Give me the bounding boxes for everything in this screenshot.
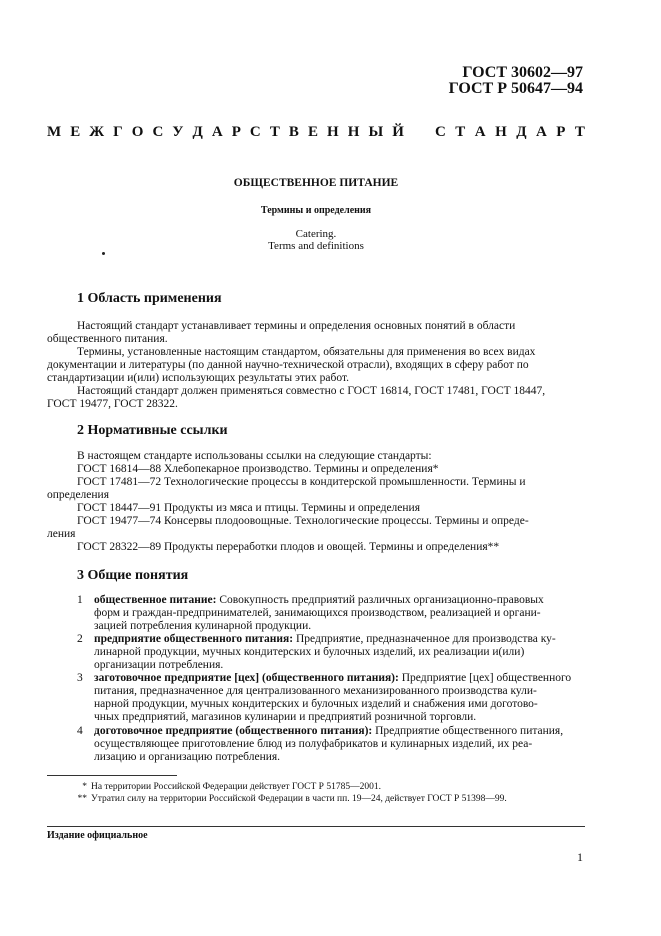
term-number: 1 (77, 594, 83, 606)
banner-letter: С (249, 124, 261, 140)
banner-letter: Т (574, 124, 585, 140)
term-definition: зацией потребления кулинарной продукции. (94, 620, 312, 632)
edition-separator (47, 826, 585, 827)
reference-item: ГОСТ 18447—91 Продукты из мяса и птицы. Термины и определения (77, 502, 420, 514)
banner-letter: У (172, 124, 184, 140)
reference-item-cont: ления (47, 528, 76, 540)
term-definition: линарной продукции, мучных кондитерских и булочных изделий, их реализации и(или) (94, 646, 525, 658)
term-definition: Предприятие [цех] общественного (398, 672, 572, 684)
banner-letter: В (288, 124, 299, 140)
section-heading-general-concepts: 3 Общие понятия (77, 568, 189, 583)
english-title-line-1: Catering. (295, 228, 337, 240)
references-list (47, 450, 585, 554)
term-definition: Предприятие общественного питания, (372, 725, 564, 737)
banner-letter: Ж (89, 124, 105, 140)
banner-letter: Н (347, 124, 360, 140)
reference-item-cont: определения (47, 489, 110, 501)
page-number: 1 (577, 850, 583, 864)
term-definition: питания, предназначенное для централизованного механизированного производства кули- (94, 685, 537, 697)
footnote-1 (47, 782, 585, 793)
term-entry-1 (47, 594, 585, 633)
text-line: ГОСТ 19477, ГОСТ 28322. (47, 398, 178, 410)
banner-letter: Т (269, 124, 280, 140)
banner-letter: Д (516, 124, 527, 140)
footnote-mark: ** (77, 794, 87, 804)
banner-letter: А (535, 124, 547, 140)
standard-type-banner (47, 124, 585, 141)
banner-letter: М (47, 124, 62, 140)
banner-word-1 (47, 124, 404, 141)
banner-letter: О (131, 124, 144, 140)
banner-word-2 (435, 124, 585, 141)
footnote-separator (47, 775, 177, 776)
section-heading-references: 2 Нормативные ссылки (77, 423, 228, 438)
term-definition: Предприятие, предназначенное для производства ку- (293, 633, 556, 645)
term-definition: чных предприятий, магазинов кулинарии и предприятий розничной торговли. (94, 711, 477, 723)
text-line: общественного питания. (47, 333, 168, 345)
footnote-2 (47, 794, 585, 805)
english-title-line-2: Terms and definitions (268, 240, 364, 252)
references-intro: В настоящем стандарте использованы ссылки на следующие стандарты: (77, 450, 432, 462)
banner-letter: Н (495, 124, 507, 140)
term-definition: форм и граждан-предпринимателей, занимающихся производством, реализацией и органи- (94, 607, 541, 619)
standard-code-1: ГОСТ 30602—97 (462, 64, 583, 81)
banner-letter: Е (70, 124, 81, 140)
term-definition: организации потребления. (94, 659, 224, 671)
document-subtitle: Термины и определения (260, 205, 372, 216)
document-title: ОБЩЕСТВЕННОЕ ПИТАНИЕ (233, 177, 399, 189)
reference-item: ГОСТ 16814—88 Хлебопекарное производство. Термины и определения* (77, 463, 439, 475)
scope-paragraph (47, 320, 585, 411)
term-number: 3 (77, 672, 83, 684)
footnote-text: Утратил силу на территории Российской Федерации в части пп. 19—24, действует ГОСТ Р 51398—99. (91, 794, 507, 804)
term-name: предприятие общественного питания: (94, 633, 294, 645)
term-definition: Совокупность предприятий различных организационно-правовых (216, 594, 544, 606)
text-line: Термины, установленные настоящим стандартом, обязательны для применения во всех видах (77, 346, 536, 358)
banner-letter: С (152, 124, 164, 140)
term-definition: нарной продукции, мучных кондитерских и булочных изделий и снабжения ими доготово- (94, 698, 538, 710)
text-line: Настоящий стандарт должен применяться совместно с ГОСТ 16814, ГОСТ 17481, ГОСТ 18447, (77, 385, 546, 397)
footnote-mark: * (82, 782, 87, 792)
stray-dot (102, 252, 105, 255)
term-entry-4 (47, 725, 585, 764)
banner-letter: Г (113, 124, 123, 140)
banner-letter: Н (327, 124, 339, 140)
banner-letter: А (474, 124, 486, 140)
reference-item: ГОСТ 17481—72 Технологические процессы в кондитерской промышленности. Термины и (77, 476, 526, 488)
term-name: доготовочное предприятие (общественного питания): (94, 725, 373, 737)
banner-letter: Р (231, 124, 241, 140)
term-name: общественное питание: (94, 594, 217, 606)
reference-item: ГОСТ 19477—74 Консервы плодоовощные. Технологические процессы. Термины и опреде- (77, 515, 529, 527)
banner-letter: Ы (368, 124, 384, 140)
banner-letter: Й (392, 124, 404, 140)
banner-letter: С (435, 124, 446, 140)
banner-letter: Д (192, 124, 203, 140)
standard-code-2: ГОСТ Р 50647—94 (448, 80, 583, 97)
term-number: 2 (77, 633, 83, 645)
term-definition: лизацию и организацию потребления. (94, 751, 281, 763)
term-definition: осуществляющее приготовление блюд из полуфабрикатов и кулинарных изделий, их реа- (94, 738, 533, 750)
term-name: заготовочное предприятие [цех] (общественного питания): (94, 672, 399, 684)
banner-letter: Р (556, 124, 566, 140)
term-entry-3 (47, 672, 585, 724)
banner-letter: Е (307, 124, 318, 140)
footnote-text: На территории Российской Федерации действует ГОСТ Р 51785—2001. (91, 782, 381, 792)
text-line: документации и литературы (по данной научно-технической отрасли), входящих в сферу работ по (47, 359, 529, 371)
banner-letter: Т (455, 124, 466, 140)
edition-label: Издание официальное (47, 830, 148, 841)
banner-letter: А (211, 124, 223, 140)
term-entry-2 (47, 633, 585, 672)
text-line: стандартизации и(или) использующих результаты этих работ. (47, 372, 350, 384)
term-number: 4 (77, 725, 83, 737)
reference-item: ГОСТ 28322—89 Продукты переработки плодов и овощей. Термины и определения** (77, 541, 500, 553)
section-heading-scope: 1 Область применения (77, 291, 222, 306)
text-line: Настоящий стандарт устанавливает термины и определения основных понятий в области (77, 320, 516, 332)
